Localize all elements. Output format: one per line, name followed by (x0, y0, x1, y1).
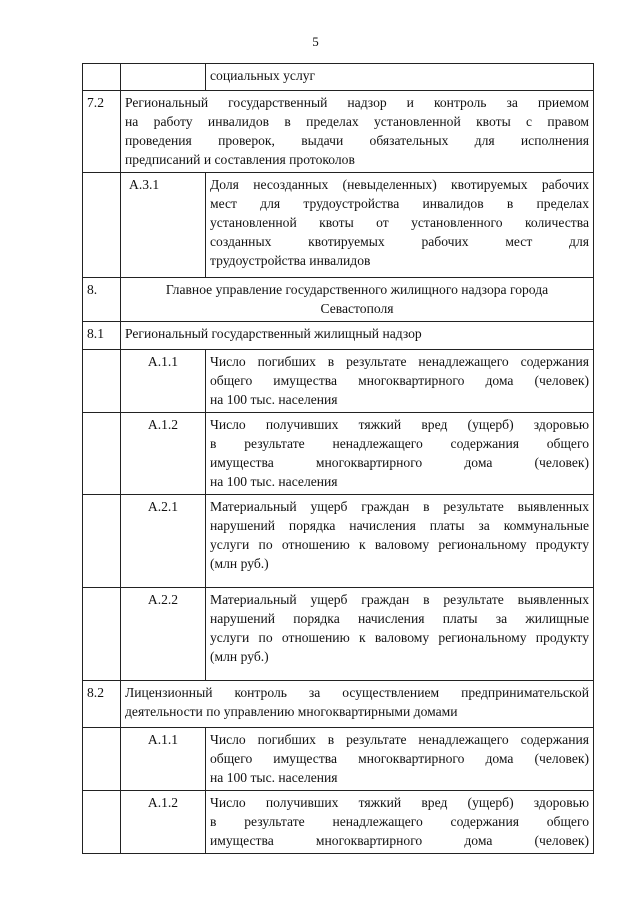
section-number: 8.1 (83, 322, 121, 350)
indicator-code: А.1.1 (121, 350, 206, 413)
indicator-code: А.2.1 (121, 495, 206, 588)
section-title-cell (121, 681, 594, 728)
table-row (83, 173, 594, 278)
section-line: на работу инвалидов в пределах установленной квоты с правом (125, 114, 589, 129)
indicator-line: общего имущества многоквартирного дома (человек) (210, 373, 589, 388)
code-cell (121, 64, 206, 91)
indicator-line: трудоустройства инвалидов (210, 253, 371, 268)
indicators-table (82, 63, 594, 854)
section-title: Региональный государственный жилищный надзор (121, 322, 594, 350)
indicator-code: А.1.1 (121, 728, 206, 791)
num-cell (83, 173, 121, 278)
section-title-cell (121, 91, 594, 173)
agency-title: Главное управление государственного жилищного надзора города Севастополя (121, 278, 594, 322)
table-row (83, 91, 594, 173)
indicator-text-cell (206, 413, 594, 495)
section-line: проведения проверок, выдачи обязательных для исполнения (125, 133, 589, 148)
indicator-line: установленной квоты от установленного количества (210, 215, 589, 230)
indicator-line: Материальный ущерб граждан в результате выявленных (210, 592, 589, 607)
indicator-line: нарушений порядка начисления платы за коммунальные (210, 518, 589, 533)
indicator-line: Доля несозданных (невыделенных) квотируемых рабочих (210, 177, 589, 192)
indicator-line: в результате ненадлежащего содержания общего (210, 436, 589, 451)
indicator-line: Число получивших тяжкий вред (ущерб) здоровью (210, 417, 589, 432)
indicator-line: (млн руб.) (210, 649, 269, 664)
text-cell (206, 64, 594, 91)
num-cell (83, 350, 121, 413)
table-row (83, 728, 594, 791)
table-row (83, 588, 594, 681)
indicator-text-cell (206, 495, 594, 588)
section-line: предписаний и составления протоколов (125, 152, 355, 167)
indicator-line: на 100 тыс. населения (210, 474, 338, 489)
indicator-line: Число получивших тяжкий вред (ущерб) здоровью (210, 795, 589, 810)
indicator-line: Материальный ущерб граждан в результате выявленных (210, 499, 589, 514)
table-row (83, 413, 594, 495)
num-cell (83, 588, 121, 681)
indicator-text-cell (206, 350, 594, 413)
indicator-line: на 100 тыс. населения (210, 770, 338, 785)
indicator-code: А.3.1 (121, 173, 206, 278)
table-row (83, 278, 594, 322)
indicator-line: услуги по отношению к валовому региональному продукту (210, 630, 589, 645)
table-row (83, 322, 594, 350)
indicator-line: имущества многоквартирного дома (человек) (210, 455, 589, 470)
num-cell (83, 495, 121, 588)
section-number: 8.2 (83, 681, 121, 728)
indicator-line: имущества многоквартирного дома (человек) (210, 833, 589, 848)
table-row (83, 791, 594, 854)
indicator-line: (млн руб.) (210, 556, 269, 571)
indicator-text-cell (206, 173, 594, 278)
indicator-line: общего имущества многоквартирного дома (человек) (210, 751, 589, 766)
indicator-line: на 100 тыс. населения (210, 392, 338, 407)
section-line: деятельности по управлению многоквартирными домами (125, 704, 458, 719)
indicator-code: А.1.2 (121, 413, 206, 495)
table-row (83, 495, 594, 588)
indicator-line: Число погибших в результате ненадлежащего содержания (210, 732, 589, 747)
indicator-code: А.1.2 (121, 791, 206, 854)
section-number: 8. (83, 278, 121, 322)
section-number: 7.2 (83, 91, 121, 173)
indicator-line: в результате ненадлежащего содержания общего (210, 814, 589, 829)
indicator-line: нарушений порядка начисления платы за жилищные (210, 611, 589, 626)
num-cell (83, 413, 121, 495)
indicator-line: Число погибших в результате ненадлежащего содержания (210, 354, 589, 369)
table-row (83, 681, 594, 728)
indicator-line: услуги по отношению к валовому региональному продукту (210, 537, 589, 552)
table-row (83, 350, 594, 413)
indicator-code: А.2.2 (121, 588, 206, 681)
page-number: 5 (312, 34, 319, 49)
section-line: Лицензионный контроль за осуществлением предпринимательской (125, 685, 589, 700)
num-cell (83, 791, 121, 854)
indicator-text-cell (206, 791, 594, 854)
indicator-text-cell (206, 728, 594, 791)
table-row (83, 64, 594, 91)
section-line: Региональный государственный надзор и контроль за приемом (125, 95, 589, 110)
row-text: социальных услуг (210, 68, 316, 83)
indicator-line: созданных квотируемых рабочих мест для (210, 234, 589, 249)
num-cell (83, 64, 121, 91)
indicator-text-cell (206, 588, 594, 681)
indicator-line: мест для трудоустройства инвалидов в пределах (210, 196, 589, 211)
num-cell (83, 728, 121, 791)
